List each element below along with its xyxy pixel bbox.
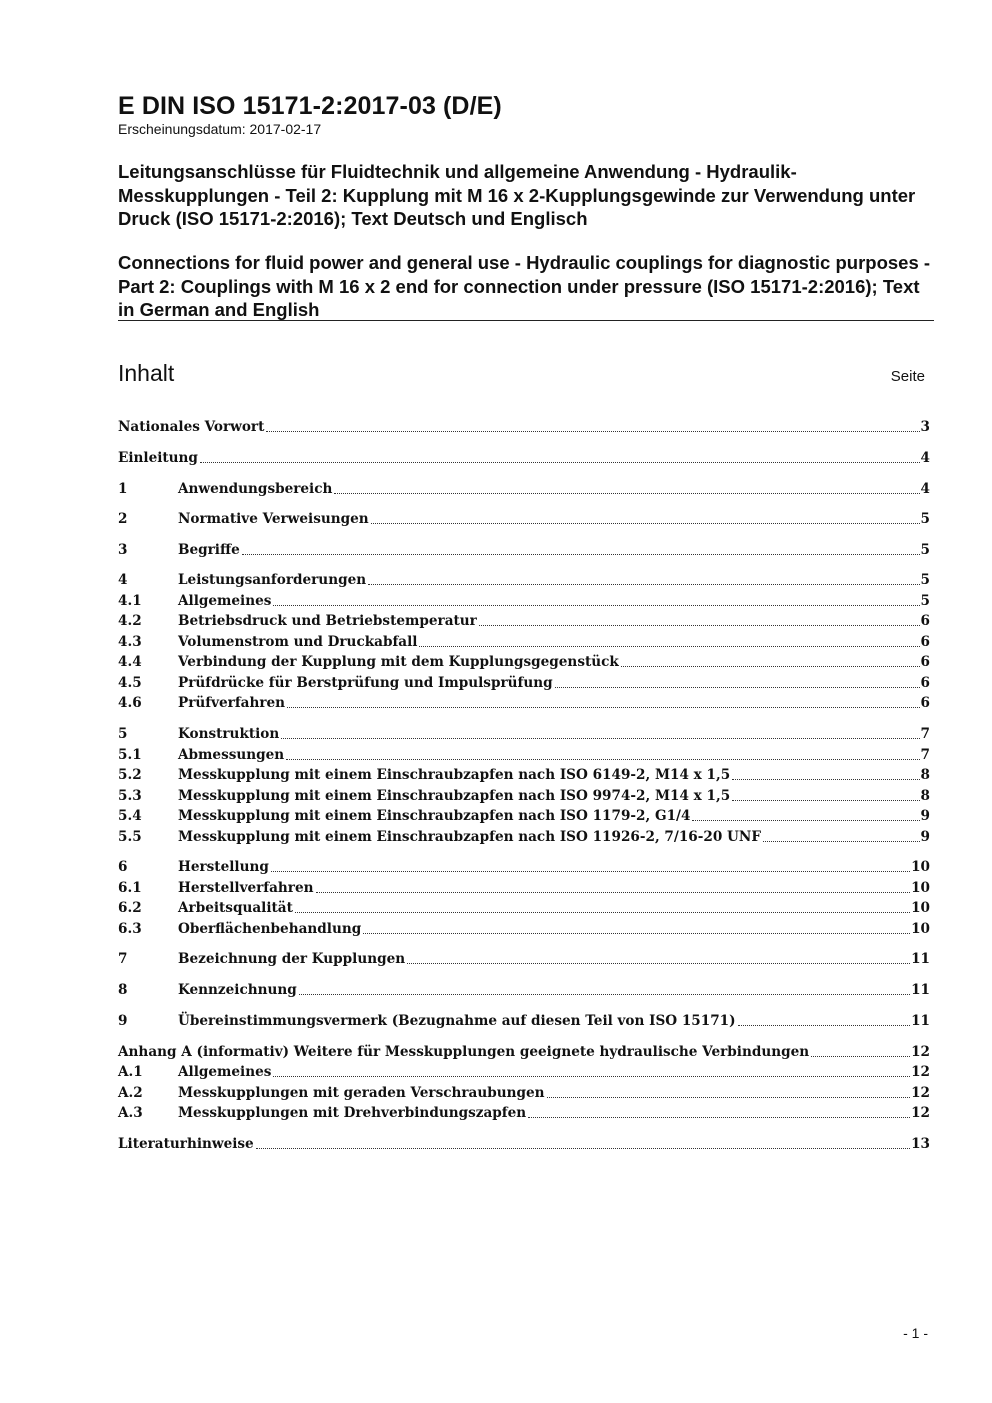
toc-dot-leader: [479, 624, 920, 626]
toc-entry-label: Volumenstrom und Druckabfall: [178, 634, 418, 650]
toc-entry[interactable]: [118, 478, 930, 498]
toc-dot-leader: [273, 604, 919, 606]
toc-dot-leader: [692, 819, 919, 821]
toc-entry[interactable]: [118, 723, 930, 743]
toc-entry-number: 5.4: [118, 808, 142, 824]
toc-entry-label: Nationales Vorwort: [118, 419, 265, 435]
toc-entry[interactable]: [118, 508, 930, 528]
toc-entry-number: 4.4: [118, 654, 142, 670]
toc-entry-number: 8: [118, 982, 128, 998]
toc-heading: Inhalt: [118, 360, 175, 386]
toc-entry[interactable]: [118, 1133, 930, 1153]
toc-dot-leader: [295, 911, 910, 913]
toc-dot-leader: [732, 799, 919, 801]
toc-entry-page: 4: [920, 481, 930, 497]
toc-entry-label: Literaturhinweise: [118, 1136, 254, 1152]
toc-entry-label: Messkupplung mit einem Einschraubzapfen nach ISO 9974-2, M14 x 1,5: [178, 788, 731, 804]
toc-entry-label: Prüfdrücke für Berstprüfung und Impulsprüfung: [178, 675, 553, 691]
toc-entry-page: 10: [911, 859, 930, 875]
toc-entry-label: Oberflächenbehandlung: [178, 921, 362, 937]
toc-entry-number: 5.5: [118, 829, 142, 845]
toc-entry-label: Messkupplungen mit geraden Verschraubungen: [178, 1085, 545, 1101]
toc-entry-number: 4.2: [118, 613, 142, 629]
toc-entry-label: Kennzeichnung: [178, 982, 297, 998]
toc-entry-page: 6: [920, 695, 930, 711]
title-english: Connections for fluid power and general use - Hydraulic couplings for diagnostic purposes - Part 2: Couplings with M 16 x 2 end for connection under pressure (ISO 15171-2:2016); Text in German and English: [118, 252, 931, 320]
toc-entry-label: Anwendungsbereich: [178, 481, 333, 497]
toc-entry[interactable]: [118, 856, 930, 876]
toc-entry-page: 5: [920, 511, 930, 527]
toc-entry[interactable]: [118, 692, 930, 712]
toc-entry-page: 8: [920, 788, 930, 804]
toc-entry-label: Herstellverfahren: [178, 880, 314, 896]
toc-entry-number: 4.5: [118, 675, 142, 691]
toc-entry[interactable]: [118, 948, 930, 968]
toc-entry-page: 10: [911, 880, 930, 896]
toc-entry-label: Prüfverfahren: [178, 695, 286, 711]
toc-entry-label: Messkupplung mit einem Einschraubzapfen nach ISO 11926-2, 7/16-20 UNF: [178, 829, 761, 845]
toc-entry-number: 9: [118, 1013, 128, 1029]
toc-entry[interactable]: [118, 416, 930, 436]
toc-entry-page: 6: [920, 613, 930, 629]
toc-entry-page: 7: [920, 747, 930, 763]
toc-entry-page: 12: [911, 1064, 930, 1080]
toc-entry[interactable]: [118, 610, 930, 630]
toc-entry-number: 5: [118, 726, 128, 742]
toc-dot-leader: [368, 583, 919, 585]
toc-entry-page: 5: [920, 572, 930, 588]
toc-entry[interactable]: [118, 764, 930, 784]
toc-dot-leader: [242, 553, 920, 555]
toc-entry-label: Einleitung: [118, 450, 198, 466]
toc-entry[interactable]: [118, 826, 930, 846]
toc-entry-label: Allgemeines: [178, 1064, 272, 1080]
publication-date: Erscheinungsdatum: 2017-02-17: [118, 121, 322, 137]
title-german: Leitungsanschlüsse für Fluidtechnik und allgemeine Anwendung - Hydraulik-Messkupplungen - Teil 2: Kupplung mit M 16 x 2-Kupplungsgewinde zur Verwendung unter Druck (ISO 15171-2:2016); Text Deutsch und Englisch: [118, 161, 916, 229]
toc-dot-leader: [371, 522, 920, 524]
toc-entry-page: 10: [911, 900, 930, 916]
toc-entry-number: 4.6: [118, 695, 142, 711]
toc-entry[interactable]: [118, 897, 930, 917]
toc-entry-page: 6: [920, 675, 930, 691]
toc-entry-number: 6.2: [118, 900, 142, 916]
toc-dot-leader: [763, 840, 920, 842]
toc-page-column-heading: Seite: [890, 368, 925, 385]
toc-entry-label: Arbeitsqualität: [178, 900, 293, 916]
toc-dot-leader: [271, 870, 910, 872]
toc-entry-number: A.3: [118, 1105, 143, 1121]
toc-dot-leader: [256, 1147, 910, 1149]
toc-entry-page: 3: [920, 419, 930, 435]
toc-entry-page: 11: [911, 1013, 930, 1029]
toc-entry-number: 5.2: [118, 767, 142, 783]
page-number: - 1 -: [903, 1325, 928, 1341]
toc-entry-page: 10: [911, 921, 930, 937]
toc-entry-number: 6: [118, 859, 128, 875]
toc-entry-label: Messkupplung mit einem Einschraubzapfen nach ISO 6149-2, M14 x 1,5: [178, 767, 731, 783]
toc-entry-number: 4.1: [118, 593, 142, 609]
toc-entry[interactable]: [118, 447, 930, 467]
toc-entry[interactable]: [118, 631, 930, 651]
toc-entry[interactable]: [118, 569, 930, 589]
toc-entry-number: 3: [118, 542, 128, 558]
toc-entry-page: 7: [920, 726, 930, 742]
toc-entry-number: 5.1: [118, 747, 142, 763]
title-divider: [118, 320, 934, 321]
toc-entry-label: Anhang A (informativ) Weitere für Messkupplungen geeignete hydraulische Verbindungen: [118, 1044, 810, 1060]
toc-entry-number: 4: [118, 572, 128, 588]
toc-entry-label: Bezeichnung der Kupplungen: [178, 951, 406, 967]
toc-entry-page: 5: [920, 593, 930, 609]
toc-entry-page: 13: [911, 1136, 930, 1152]
toc-entry[interactable]: [118, 590, 930, 610]
toc-dot-leader: [334, 492, 919, 494]
toc-entry-label: Betriebsdruck und Betriebstemperatur: [178, 613, 477, 629]
toc-dot-leader: [363, 932, 910, 934]
toc-entry-label: Verbindung der Kupplung mit dem Kupplungsgegenstück: [178, 654, 619, 670]
toc-entry[interactable]: [118, 672, 930, 692]
toc-entry-label: Herstellung: [178, 859, 269, 875]
toc-entry-number: 2: [118, 511, 128, 527]
toc-entry[interactable]: [118, 651, 930, 671]
toc-entry-page: 6: [920, 654, 930, 670]
toc-entry-label: Begriffe: [178, 542, 240, 558]
toc-entry-page: 12: [911, 1044, 930, 1060]
toc-dot-leader: [316, 891, 911, 893]
toc-dot-leader: [273, 1075, 910, 1077]
toc-entry[interactable]: [118, 1061, 930, 1081]
toc-dot-leader: [621, 665, 920, 667]
toc-entry[interactable]: [118, 877, 930, 897]
toc-entry-label: Normative Verweisungen: [178, 511, 369, 527]
toc-entry-label: Allgemeines: [178, 593, 272, 609]
toc-entry-number: 5.3: [118, 788, 142, 804]
document-page: [118, 0, 934, 1403]
toc-dot-leader: [299, 993, 910, 995]
toc-entry-number: A.1: [118, 1064, 143, 1080]
toc-dot-leader: [266, 430, 919, 432]
toc-dot-leader: [547, 1096, 911, 1098]
toc-entry-number: A.2: [118, 1085, 143, 1101]
toc-entry-page: 9: [920, 808, 930, 824]
toc-entry[interactable]: [118, 744, 930, 764]
document-title: E DIN ISO 15171-2:2017-03 (D/E): [118, 92, 502, 120]
toc-entry-label: Messkupplungen mit Drehverbindungszapfen: [178, 1105, 527, 1121]
toc-dot-leader: [286, 758, 919, 760]
toc-entry-number: 6.1: [118, 880, 142, 896]
toc-entry-page: 11: [911, 951, 930, 967]
toc-dot-leader: [419, 645, 919, 647]
toc-entry-page: 12: [911, 1105, 930, 1121]
toc-entry-number: 7: [118, 951, 128, 967]
toc-entry[interactable]: [118, 1041, 930, 1061]
toc-entry[interactable]: [118, 1082, 930, 1102]
toc-entry-number: 6.3: [118, 921, 142, 937]
toc-dot-leader: [407, 962, 910, 964]
toc-entry-label: Abmessungen: [178, 747, 285, 763]
toc-entry-page: 12: [911, 1085, 930, 1101]
toc-entry-label: Messkupplung mit einem Einschraubzapfen nach ISO 1179-2, G1/4: [178, 808, 691, 824]
toc-entry[interactable]: [118, 1010, 930, 1030]
toc-dot-leader: [200, 461, 920, 463]
toc-entry-label: Übereinstimmungsvermerk (Bezugnahme auf diesen Teil von ISO 15171): [178, 1013, 736, 1029]
toc-entry[interactable]: [118, 805, 930, 825]
toc-dot-leader: [528, 1116, 910, 1118]
toc-entry-label: Konstruktion: [178, 726, 280, 742]
toc-entry-number: 1: [118, 481, 128, 497]
toc-entry[interactable]: [118, 979, 930, 999]
toc-entry-page: 6: [920, 634, 930, 650]
toc-dot-leader: [811, 1055, 910, 1057]
toc-dot-leader: [732, 778, 919, 780]
toc-entry-label: Leistungsanforderungen: [178, 572, 367, 588]
toc-dot-leader: [555, 686, 920, 688]
toc-entry[interactable]: [118, 539, 930, 559]
toc-entry-page: 4: [920, 450, 930, 466]
toc-dot-leader: [281, 737, 919, 739]
toc-entry-number: 4.3: [118, 634, 142, 650]
toc-entry[interactable]: [118, 785, 930, 805]
toc-entry[interactable]: [118, 1102, 930, 1122]
toc-entry-page: 11: [911, 982, 930, 998]
toc-entry-page: 8: [920, 767, 930, 783]
toc-entry[interactable]: [118, 918, 930, 938]
toc-entry-page: 9: [920, 829, 930, 845]
toc-dot-leader: [287, 706, 919, 708]
toc-dot-leader: [738, 1024, 911, 1026]
toc-entry-page: 5: [920, 542, 930, 558]
